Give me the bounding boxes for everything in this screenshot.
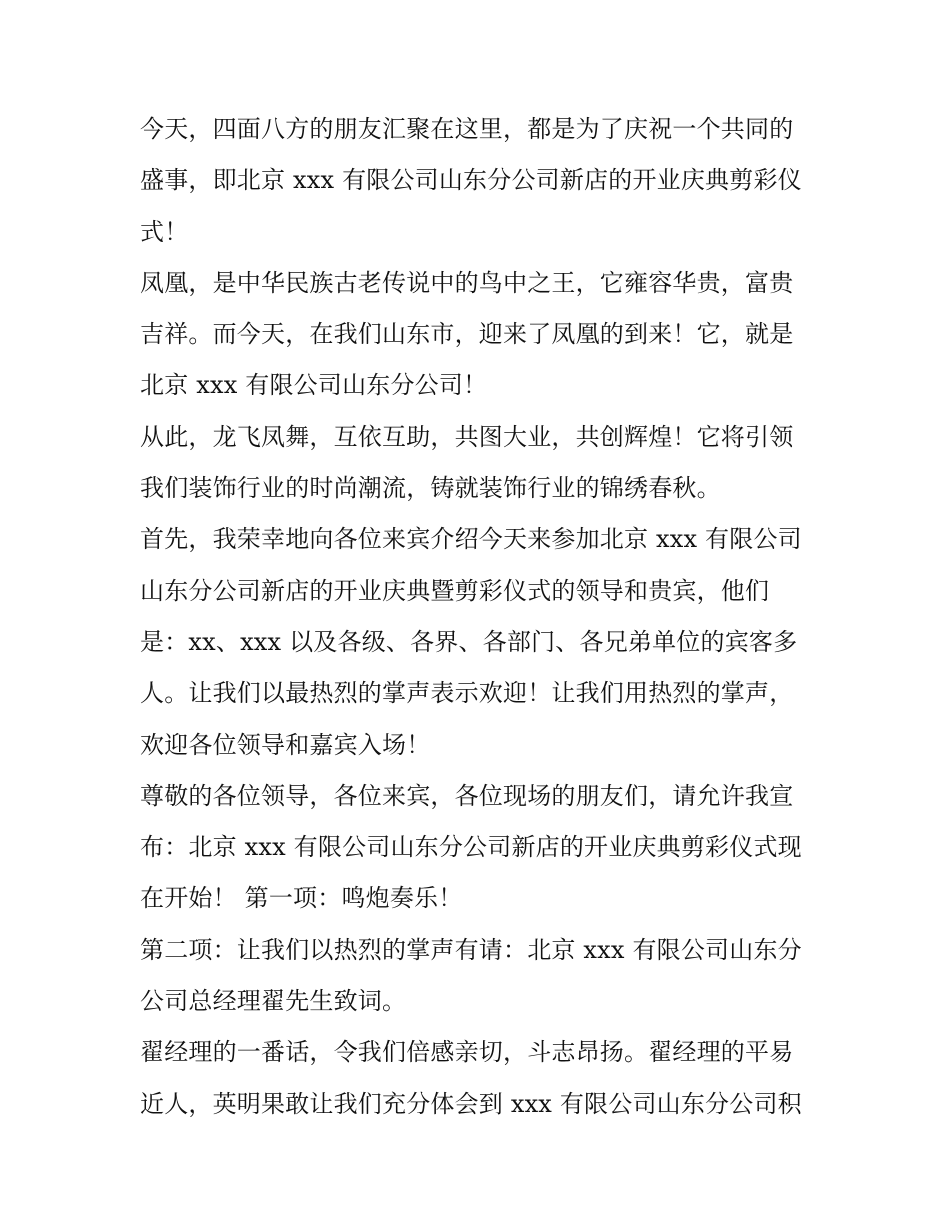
text-line-3: 式！: [140, 217, 189, 246]
text-line-20: 近人，英明果敢让我们充分体会到 xxx 有限公司山东分公司积: [140, 1089, 802, 1118]
text-line-6: 北京 xxx 有限公司山东分公司！: [140, 371, 488, 400]
text-line-16: 在开始！ 第一项：鸣炮奏乐！: [140, 884, 463, 913]
text-line-7: 从此，龙飞凤舞，互依互助，共图大业，共创辉煌！它将引领: [140, 422, 794, 451]
text-line-9: 首先，我荣幸地向各位来宾介绍今天来参加北京 xxx 有限公司: [140, 525, 802, 554]
text-line-2: 盛事，即北京 xxx 有限公司山东分公司新店的开业庆典剪彩仪: [140, 166, 802, 195]
text-line-10: 山东分公司新店的开业庆典暨剪彩仪式的领导和贵宾，他们: [140, 576, 770, 605]
text-line-8: 我们装饰行业的时尚潮流，铸就装饰行业的锦绣春秋。: [140, 474, 721, 503]
text-line-19: 翟经理的一番话，令我们倍感亲切，斗志昂扬。翟经理的平易: [140, 1038, 794, 1067]
document-body: [140, 104, 820, 1130]
text-line-5: 吉祥。而今天，在我们山东市，迎来了凤凰的到来！它，就是: [140, 320, 794, 349]
text-line-13: 欢迎各位领导和嘉宾入场！: [140, 730, 431, 759]
text-line-15: 布：北京 xxx 有限公司山东分公司新店的开业庆典剪彩仪式现: [140, 833, 802, 862]
text-line-1: 今天，四面八方的朋友汇聚在这里，都是为了庆祝一个共同的: [140, 115, 794, 143]
text-line-14: 尊敬的各位领导，各位来宾，各位现场的朋友们，请允许我宣: [140, 781, 794, 810]
text-line-17: 第二项：让我们以热烈的掌声有请：北京 xxx 有限公司山东分: [140, 935, 802, 964]
text-line-11: 是：xx、xxx 以及各级、各界、各部门、各兄弟单位的宾客多: [140, 627, 798, 656]
text-line-12: 人。让我们以最热烈的掌声表示欢迎！让我们用热烈的掌声，: [140, 679, 794, 708]
text-line-4: 凤凰，是中华民族古老传说中的鸟中之王，它雍容华贵，富贵: [140, 268, 794, 297]
text-line-18: 公司总经理翟先生致词。: [140, 987, 407, 1016]
